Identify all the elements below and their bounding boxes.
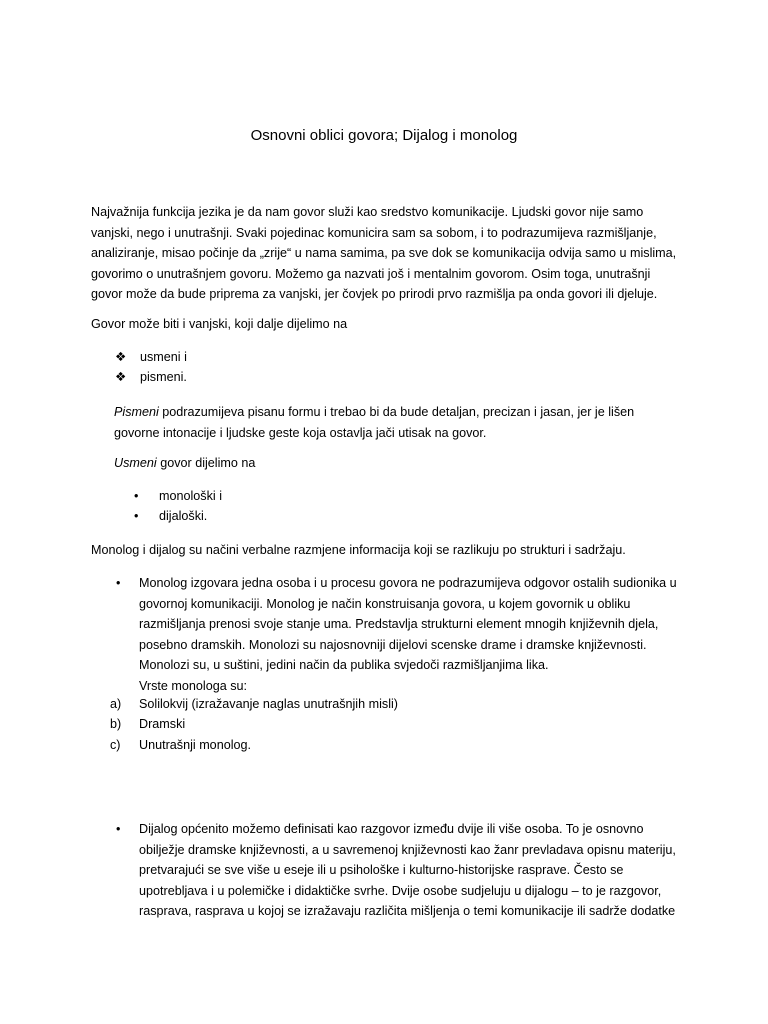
list-item-text: pismeni.	[140, 370, 187, 384]
dot-bullet-icon: •	[134, 489, 139, 503]
dot-bullet-icon: •	[116, 576, 121, 590]
dijalog-line: rasprava, rasprava u kojoj se izražavaju različita mišljenja o temi komunikacije ili sadrže dodatke	[139, 904, 676, 919]
usmeni-term: Usmeni	[114, 456, 157, 470]
vrste-item	[110, 735, 252, 755]
vrste-text: Solilokvij (izražavanje naglas unutrašnjih misli)	[139, 697, 398, 711]
list-item-text: usmeni i	[140, 350, 187, 364]
vrste-item	[110, 694, 398, 714]
vrste-text: Unutrašnji monolog.	[139, 738, 252, 752]
dot-bullet-icon: •	[134, 509, 139, 523]
dijalog-line: obilježje dramske književnosti, a u savremenoj književnosti kao žanr prevladava opisnu materiju,	[139, 842, 676, 857]
pismeni-term: Pismeni	[114, 405, 159, 419]
pismeni-text: podrazumijeva pisanu formu i trebao bi da bude detaljan, precizan i jasan, jer je lišen	[158, 405, 635, 419]
govor-paragraph: Govor može biti i vanjski, koji dalje dijelimo na	[91, 317, 348, 331]
document-title: Osnovni oblici govora; Dijalog i monolog	[250, 127, 518, 144]
pismeni-paragraph	[114, 402, 634, 443]
monolog-line: razmišljanja prenosi svoje stanje uma. Predstavlja strukturni element mnogih književnih djela,	[139, 617, 659, 632]
usmeni-paragraph	[114, 453, 255, 474]
intro-line: vanjski, nego i unutrašnji. Svaki pojedinac komunicira sam sa sobom, i to podrazumijeva razmišljanje,	[91, 225, 657, 240]
usmeni-text: govor dijelimo na	[156, 456, 256, 470]
dijalog-line: upotrebljava i u polemičke i didaktičke svrhe. Dvije osobe sudjeluju u dijalogu – to je razgovor,	[139, 883, 662, 898]
vrste-marker: c)	[110, 738, 121, 752]
list-item-text: dijaloški.	[159, 509, 208, 523]
intro-paragraph	[91, 202, 676, 305]
vrste-marker: a)	[110, 697, 122, 711]
monolog-line: Monolozi su, u suštini, jedini način da publika svjedoči razmišljanjima lika.	[139, 658, 549, 673]
intro-line: Najvažnija funkcija jezika je da nam govor služi kao sredstvo komunikacije. Ljudski govor nije samo	[91, 205, 644, 219]
diamond-bullet-icon: ❖	[115, 370, 127, 384]
diamond-bullet-icon: ❖	[115, 350, 127, 364]
pismeni-line: govorne intonacije i ljudske geste koja ostavlja jači utisak na govor.	[114, 425, 487, 440]
vrste-marker: b)	[110, 717, 122, 731]
monolog-dijalog-paragraph: Monolog i dijalog su načini verbalne razmjene informacija koji se razlikuju po strukturi i sadržaju.	[91, 543, 626, 557]
monolog-line: Vrste monologa su:	[139, 678, 248, 693]
monolog-line: posebno dramskih. Monolozi su najosnovniji dijelovi scenske drame i dramske književnosti.	[139, 637, 647, 652]
intro-line: govorimo o unutrašnjem govoru. Možemo ga nazvati još i mentalnim govorom. Osim toga, unutrašnji	[91, 266, 651, 281]
monolog-line: govornoj komunikaciji. Monolog je način konstruisanja govora, u kojem govornik u obliku	[139, 596, 631, 611]
dijalog-line: Dijalog općenito možemo definisati kao razgovor između dvije ili više osoba. To je osnovno	[139, 822, 644, 836]
dot-bullet-icon: •	[116, 822, 121, 836]
intro-line: analiziranje, misao počinje da „zrije“ u nama samima, pa sve dok se komunikacija odvija samo u mislima,	[91, 246, 677, 261]
vrste-item	[110, 714, 186, 734]
vrste-text: Dramski	[139, 717, 186, 731]
monolog-line: Monolog izgovara jedna osoba i u procesu govora ne podrazumijeva odgovor ostalih sudionika u	[139, 576, 677, 590]
dijalog-line: pretvarajući se sve više u eseje ili u psihološke i kulturno-historijske rasprave. Često se	[139, 863, 624, 878]
intro-line: govor može da bude priprema za vanjski, jer čovjek po prirodi prvo razmišlja pa onda govori ili djeluje.	[91, 287, 658, 302]
list-item-text: monološki i	[159, 489, 222, 503]
